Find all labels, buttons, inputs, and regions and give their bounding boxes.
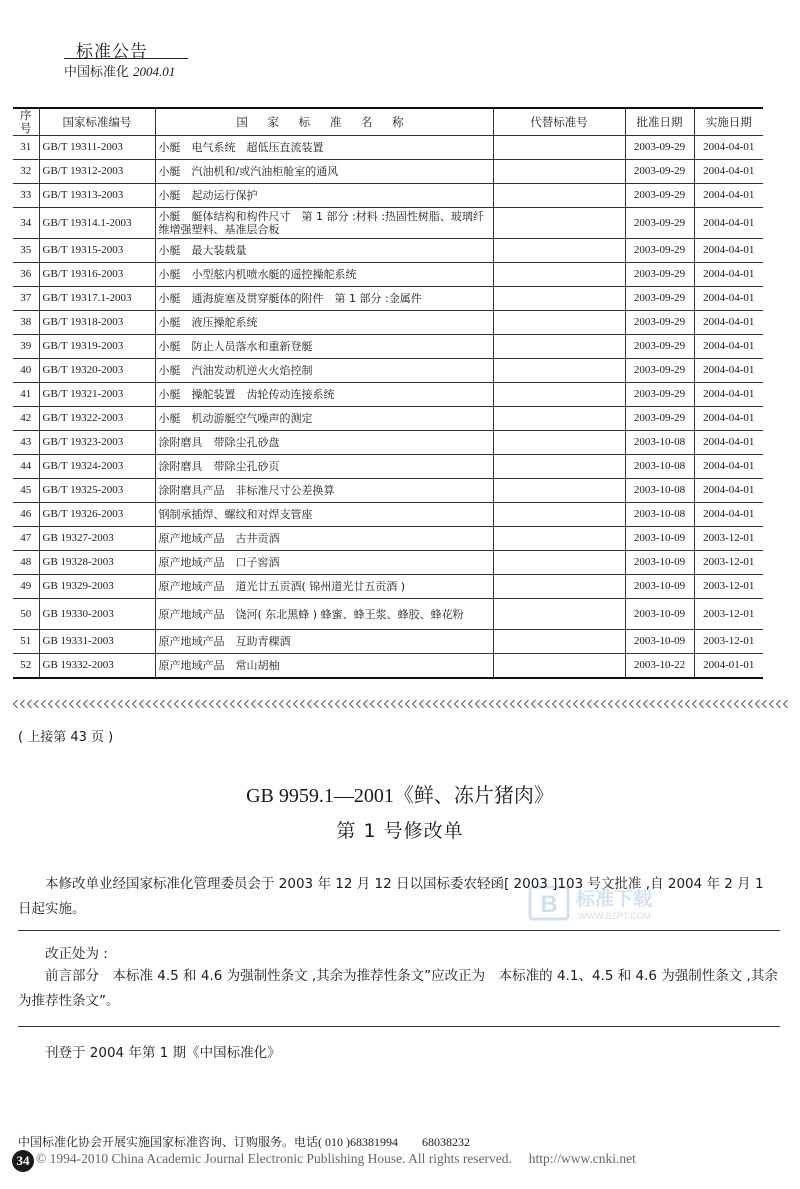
cell-replaces: [493, 383, 625, 407]
cell-approved: 2003-10-22: [625, 654, 694, 679]
cell-name: 涂附磨具产品 非标准尺寸公差换算: [155, 479, 493, 503]
cell-code: GB/T 19319-2003: [39, 335, 155, 359]
cell-no: 45: [13, 479, 39, 503]
table-row: [13, 287, 763, 311]
cell-approved: 2003-10-09: [625, 575, 694, 599]
cell-approved: 2003-10-08: [625, 431, 694, 455]
cell-name: 原产地域产品 古井贡酒: [155, 527, 493, 551]
cell-effective: 2004-04-01: [694, 503, 763, 527]
section-title: 标准公告: [76, 42, 148, 62]
cell-replaces: [493, 184, 625, 208]
cell-name: 钢制承插焊、螺纹和对焊支管座: [155, 503, 493, 527]
table-row: [13, 239, 763, 263]
cell-no: 44: [13, 455, 39, 479]
divider: [18, 930, 780, 931]
cell-effective: 2003-12-01: [694, 630, 763, 654]
cell-code: GB/T 19322-2003: [39, 407, 155, 431]
cell-effective: 2004-04-01: [694, 383, 763, 407]
cell-effective: 2004-04-01: [694, 208, 763, 239]
table-body: [13, 136, 763, 679]
correction-paragraph: 前言部分 本标准 4.5 和 4.6 为强制性条文 ,其余为推荐性条文”应改正为 本标准的 4.1、4.5 和 4.6 为强制性条文 ,其余为推荐性条文”。: [18, 968, 778, 1009]
cell-approved: 2003-09-29: [625, 359, 694, 383]
cell-no: 34: [13, 208, 39, 239]
cell-no: 36: [13, 263, 39, 287]
cell-code: GB 19330-2003: [39, 599, 155, 630]
table-row: [13, 383, 763, 407]
cell-approved: 2003-09-29: [625, 311, 694, 335]
cell-name: 小艇 防止人员落水和重新登艇: [155, 335, 493, 359]
divider: [18, 1026, 780, 1027]
cell-no: 39: [13, 335, 39, 359]
cell-name: 小艇 电气系统 超低压直流装置: [155, 136, 493, 160]
cell-approved: 2003-09-29: [625, 160, 694, 184]
cell-replaces: [493, 503, 625, 527]
cell-name: 原产地域产品 道光廿五贡酒( 锦州道光廿五贡酒 ): [155, 575, 493, 599]
table-row: [13, 630, 763, 654]
table-row: [13, 263, 763, 287]
table-row: [13, 479, 763, 503]
standard-code: GB 9959.1—2001: [246, 785, 394, 807]
table-row: [13, 599, 763, 630]
cell-code: GB/T 19315-2003: [39, 239, 155, 263]
cell-name: 小艇 操舵装置 齿轮传动连接系统: [155, 383, 493, 407]
cell-code: GB/T 19318-2003: [39, 311, 155, 335]
journal-title: 中国标准化: [64, 65, 130, 80]
amendment-subtitle: 第 1 号修改单: [336, 820, 464, 842]
cell-name: 小艇 小型舷内机喷水艇的遥控操舵系统: [155, 263, 493, 287]
cell-name: 涂附磨具 带除尘孔砂页: [155, 455, 493, 479]
table-row: [13, 527, 763, 551]
cell-effective: 2004-04-01: [694, 359, 763, 383]
cell-no: 38: [13, 311, 39, 335]
cell-name: 小艇 汽油机和/或汽油柜舱室的通风: [155, 160, 493, 184]
cell-code: GB/T 19314.1-2003: [39, 208, 155, 239]
cell-approved: 2003-09-29: [625, 407, 694, 431]
cell-no: 47: [13, 527, 39, 551]
table-row: [13, 431, 763, 455]
table-row: [13, 335, 763, 359]
cell-no: 48: [13, 551, 39, 575]
cell-code: GB/T 19312-2003: [39, 160, 155, 184]
cell-approved: 2003-09-29: [625, 239, 694, 263]
approval-paragraph: 本修改单业经国家标准化管理委员会于 2003 年 12 月 12 日以国标委农轻函[ 2003 ]103 号文批准 ,自 2004 年 2 月 1 日起实施。: [18, 876, 764, 917]
cell-name: 小艇 最大装载量: [155, 239, 493, 263]
cell-no: 40: [13, 359, 39, 383]
cell-name: 小艇 液压操舵系统: [155, 311, 493, 335]
cell-effective: 2004-04-01: [694, 479, 763, 503]
standards-table: [13, 107, 763, 679]
cell-name: 原产地域产品 互助青稞酒: [155, 630, 493, 654]
cell-approved: 2003-10-08: [625, 479, 694, 503]
cell-replaces: [493, 527, 625, 551]
cell-replaces: [493, 136, 625, 160]
cell-no: 35: [13, 239, 39, 263]
watermark-url: WWW.BZPT.COM: [578, 911, 651, 921]
cell-no: 37: [13, 287, 39, 311]
cell-effective: 2004-04-01: [694, 239, 763, 263]
cell-code: GB/T 19325-2003: [39, 479, 155, 503]
correction-heading: 改正处为 :: [45, 946, 108, 962]
cell-replaces: [493, 455, 625, 479]
cell-effective: 2004-04-01: [694, 263, 763, 287]
cell-no: 31: [13, 136, 39, 160]
cell-name: 涂附磨具 带除尘孔砂盘: [155, 431, 493, 455]
cell-approved: 2003-09-29: [625, 208, 694, 239]
cell-effective: 2003-12-01: [694, 575, 763, 599]
cell-no: 50: [13, 599, 39, 630]
cell-name: 小艇 机动游艇空气噪声的测定: [155, 407, 493, 431]
cell-replaces: [493, 479, 625, 503]
cell-approved: 2003-09-29: [625, 184, 694, 208]
copyright-line: © 1994-2010 China Academic Journal Electronic Publishing House. All rights reserved. http://www.cnki.net: [36, 1151, 636, 1166]
cell-approved: 2003-09-29: [625, 335, 694, 359]
service-text: 中国标准化协会开展实施国家标准咨询、订购服务。电话: [18, 1135, 319, 1149]
cell-name: 原产地域产品 口子窖酒: [155, 551, 493, 575]
cell-no: 41: [13, 383, 39, 407]
cell-replaces: [493, 630, 625, 654]
cell-code: GB/T 19324-2003: [39, 455, 155, 479]
cell-replaces: [493, 359, 625, 383]
cell-approved: 2003-10-09: [625, 599, 694, 630]
cell-no: 51: [13, 630, 39, 654]
cell-no: 52: [13, 654, 39, 679]
cell-code: GB 19329-2003: [39, 575, 155, 599]
cell-effective: 2004-04-01: [694, 311, 763, 335]
cell-no: 46: [13, 503, 39, 527]
cell-name: 小艇 起动运行保护: [155, 184, 493, 208]
service-phone: ( 010 )68381994 68038232: [318, 1135, 471, 1149]
cell-effective: 2004-04-01: [694, 184, 763, 208]
cell-no: 43: [13, 431, 39, 455]
cell-name: 小艇 汽油发动机逆火火焰控制: [155, 359, 493, 383]
cell-effective: 2004-04-01: [694, 455, 763, 479]
watermark-text: 标准下载: [576, 888, 653, 910]
cell-code: GB/T 19317.1-2003: [39, 287, 155, 311]
cell-effective: 2003-12-01: [694, 551, 763, 575]
table-header-row: [13, 108, 763, 136]
cell-replaces: [493, 407, 625, 431]
cell-no: 42: [13, 407, 39, 431]
column-header-replaces: 代替标准号: [493, 108, 625, 136]
cell-effective: 2004-04-01: [694, 160, 763, 184]
cell-name: 小艇 艇体结构和构件尺寸 第 1 部分 :材料 :热固性树脂、玻璃纤维增强塑料、基准层合板: [155, 208, 493, 239]
column-header-code: 国家标准编号: [39, 108, 155, 136]
column-header-no: 序号: [13, 108, 39, 136]
cell-name: 原产地域产品 常山胡柚: [155, 654, 493, 679]
cell-code: GB/T 19313-2003: [39, 184, 155, 208]
table-row: [13, 359, 763, 383]
cell-approved: 2003-10-09: [625, 630, 694, 654]
continued-note: ( 上接第 43 页 ): [18, 730, 114, 745]
table-row: [13, 160, 763, 184]
cell-replaces: [493, 575, 625, 599]
page-number: 34: [12, 1150, 34, 1172]
cell-code: GB/T 19311-2003: [39, 136, 155, 160]
cell-replaces: [493, 431, 625, 455]
cell-replaces: [493, 551, 625, 575]
cell-replaces: [493, 654, 625, 679]
table-row: [13, 208, 763, 239]
cell-code: GB 19328-2003: [39, 551, 155, 575]
table-row: [13, 654, 763, 679]
cell-approved: 2003-09-29: [625, 287, 694, 311]
cell-effective: 2004-04-01: [694, 431, 763, 455]
cell-replaces: [493, 599, 625, 630]
journal-issue: 2004.01: [133, 64, 176, 79]
cell-code: GB 19331-2003: [39, 630, 155, 654]
cell-effective: 2004-04-01: [694, 335, 763, 359]
cell-code: GB/T 19323-2003: [39, 431, 155, 455]
journal-name: [64, 61, 175, 80]
cell-replaces: [493, 160, 625, 184]
cell-code: GB/T 19321-2003: [39, 383, 155, 407]
cell-replaces: [493, 287, 625, 311]
cell-name: 小艇 通海旋塞及贯穿艇体的附件 第 1 部分 :金属件: [155, 287, 493, 311]
table-row: [13, 455, 763, 479]
table-row: [13, 575, 763, 599]
table-row: [13, 136, 763, 160]
cell-replaces: [493, 311, 625, 335]
column-header-name: 国 家 标 准 名 称: [155, 108, 493, 136]
svg-text:B: B: [540, 891, 558, 918]
cell-no: 33: [13, 184, 39, 208]
cell-code: GB/T 19320-2003: [39, 359, 155, 383]
table-row: [13, 184, 763, 208]
cell-replaces: [493, 335, 625, 359]
standard-name: 《鲜、冻片猪肉》: [393, 783, 554, 807]
cell-no: 49: [13, 575, 39, 599]
table-row: [13, 407, 763, 431]
cell-approved: 2003-09-29: [625, 136, 694, 160]
wavy-separator: [12, 698, 788, 710]
column-header-approved: 批准日期: [625, 108, 694, 136]
cell-effective: 2003-12-01: [694, 527, 763, 551]
cell-effective: 2003-12-01: [694, 599, 763, 630]
table-row: [13, 551, 763, 575]
cell-approved: 2003-10-08: [625, 503, 694, 527]
publication-note: 刊登于 2004 年第 1 期《中国标准化》: [45, 1045, 281, 1061]
table-row: [13, 503, 763, 527]
cell-effective: 2004-01-01: [694, 654, 763, 679]
cell-code: GB/T 19316-2003: [39, 263, 155, 287]
cell-replaces: [493, 263, 625, 287]
amendment-title: [0, 779, 800, 808]
cell-approved: 2003-09-29: [625, 383, 694, 407]
table-row: [13, 311, 763, 335]
cell-replaces: [493, 239, 625, 263]
cell-code: GB 19327-2003: [39, 527, 155, 551]
cell-effective: 2004-04-01: [694, 136, 763, 160]
cell-approved: 2003-10-09: [625, 527, 694, 551]
cell-effective: 2004-04-01: [694, 287, 763, 311]
cell-replaces: [493, 208, 625, 239]
cell-approved: 2003-10-08: [625, 455, 694, 479]
cell-approved: 2003-10-09: [625, 551, 694, 575]
cell-code: GB 19332-2003: [39, 654, 155, 679]
cell-code: GB/T 19326-2003: [39, 503, 155, 527]
cell-no: 32: [13, 160, 39, 184]
header-rule: [64, 58, 188, 59]
cell-name: 原产地域产品 饶河( 东北黑蜂 ) 蜂蜜、蜂王浆、蜂胶、蜂花粉: [155, 599, 493, 630]
cell-approved: 2003-09-29: [625, 263, 694, 287]
column-header-effective: 实施日期: [694, 108, 763, 136]
cell-effective: 2004-04-01: [694, 407, 763, 431]
